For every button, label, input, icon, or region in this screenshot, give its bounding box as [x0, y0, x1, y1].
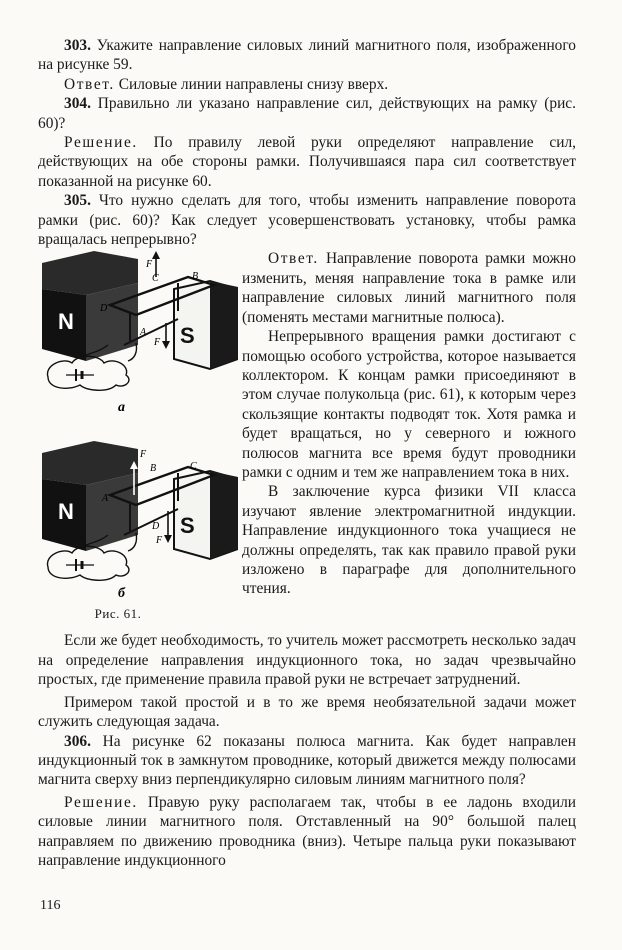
problem-304: 304. Правильно ли указано направление сил, действующих на рамку (рис. 60)?	[38, 95, 576, 132]
pole-s-label-a: S	[180, 323, 195, 349]
task-paragraph: Если же будет необходимость, то учитель может рассмотреть несколько задач на определение направления индукционного тока, но задач чрезвычайно простых, где применение правила правой руки не встречает затруднений.	[38, 632, 576, 689]
sublabel-a: а	[118, 400, 125, 416]
figure-caption: Рис. 61.	[94, 606, 142, 622]
problem-303: 303. Укажите направление силовых линий магнитного поля, изображенного на рисунке 59.	[38, 37, 576, 74]
figure-61b-drawing	[38, 439, 238, 609]
label-a-a: A	[140, 327, 147, 339]
sublabel-b: б	[118, 586, 125, 602]
label-a-b: A	[102, 493, 109, 505]
label-d-a: D	[100, 303, 108, 315]
page-number: 116	[40, 898, 61, 913]
problem-306: 306. На рисунке 62 показаны полюса магнита. Как будет направлен индукционный ток в замкнутом проводнике, который движется между полюсами магнита сверху вниз перпендикулярно силовым линиям магнитного поля?	[38, 732, 576, 789]
page-body	[38, 36, 576, 870]
text-column	[242, 249, 576, 631]
pole-n-label-a: N	[58, 309, 74, 335]
figure-block	[38, 249, 576, 631]
pole-n-label-b: N	[58, 499, 74, 525]
conclusion-paragraph: В заключение курса физики VII класса изучают явление электромагнитной индукции. Направление индукционного тока учащиеся не должны определять, так как правило правой руки изложено в параграфе для дополнительного чтения.	[242, 483, 576, 598]
solution-306: Решение. Правую руку располагаем так, чтобы в ее ладонь входили силовые линии магнитного поля. Отставленный на 90° большой палец направляем по движению проводника (вниз). Четыре пальца руки показывают направление индукционного	[38, 793, 576, 869]
label-c-a: C	[152, 273, 159, 285]
label-f-bottom-a: F	[154, 337, 161, 349]
label-d-b: D	[152, 521, 160, 533]
answer-305: Ответ. Направление поворота рамки можно изменить, меняя направление тока в рамке или направление силовых линий магнитного поля (поменять местами магнитные полюса).	[242, 250, 576, 326]
label-b-b: B	[150, 463, 157, 475]
pole-s-label-b: S	[180, 513, 195, 539]
collector-paragraph: Непрерывного вращения рамки достигают с помощью особого устройства, которое называется коллектором. К концам рамки присоединяют в этом случае полукольца (рис. 61), к которым через скользящие контакты подводят ток. Хотя рамка и будет вращаться, но у северного и южного полюсов магнита все время будут проводники рамки с одним и тем же направлением тока в них.	[242, 328, 576, 481]
label-f-top-a: F	[146, 259, 153, 271]
problem-305: 305. Что нужно сделать для того, чтобы изменить направление поворота рамки (рис. 60)? Как следует усовершенствовать установку, чтобы рамка вращалась непрерывно?	[38, 192, 576, 249]
label-f-bottom-b: F	[156, 535, 163, 547]
example-paragraph: Примером такой простой и в то же время необязательной задачи может служить следующая задача.	[38, 693, 576, 731]
label-f-top-b: F	[140, 449, 147, 461]
label-c-b: C	[190, 461, 197, 473]
label-b-a: B	[192, 271, 199, 283]
figure-61a-drawing	[38, 249, 238, 419]
solution-304: Решение. По правилу левой руки определяют направление сил, действующих на обе стороны рамки. Получившаяся пара сил соответствует показанной на рисунке 60.	[38, 134, 576, 190]
figure-61	[38, 249, 242, 631]
answer-303: Ответ. Силовые линии направлены снизу вверх.	[64, 75, 389, 93]
